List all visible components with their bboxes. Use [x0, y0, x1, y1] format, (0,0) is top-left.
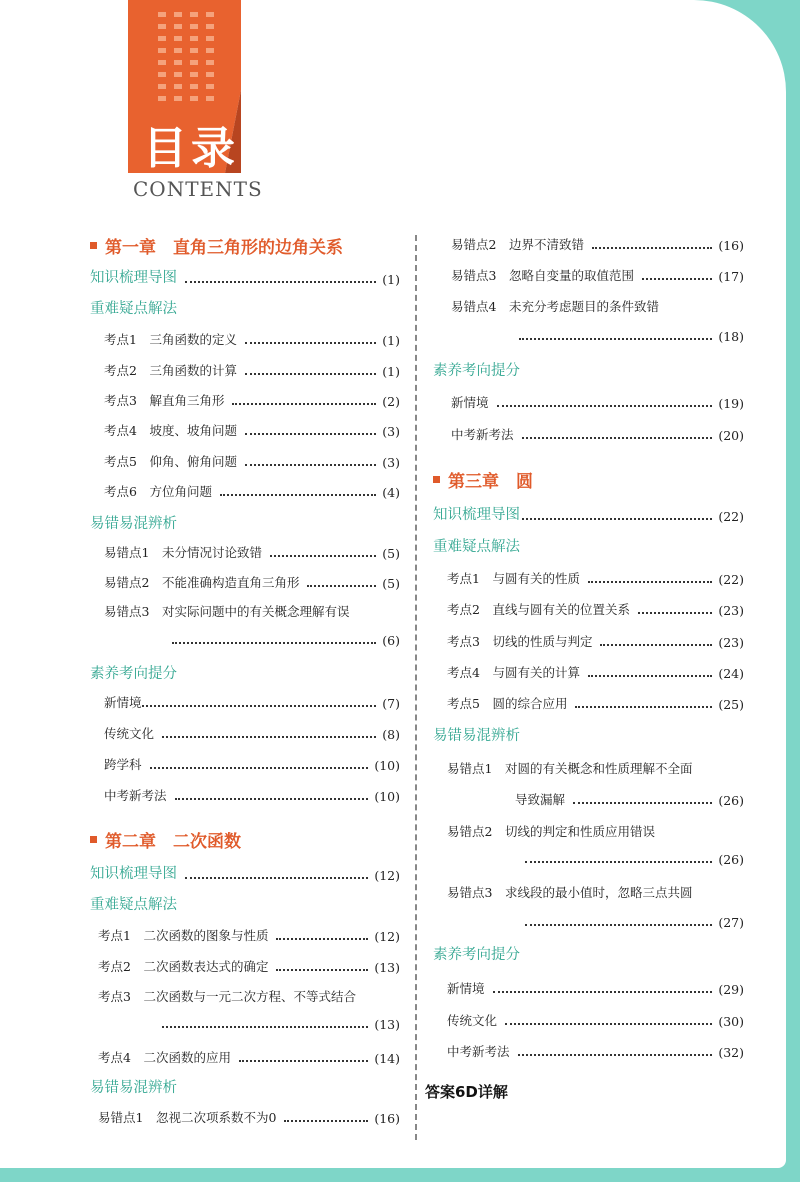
toc-entry[interactable]: 考点2 直线与圆有关的位置关系 (23)	[447, 602, 744, 618]
toc-entry[interactable]: 新情境 (7)	[104, 695, 400, 711]
toc-entry[interactable]: 知识梳理导图 (12)	[90, 866, 400, 883]
toc-entry[interactable]: 中考新考法 (32)	[447, 1044, 744, 1060]
toc-entry[interactable]: 易错点2 不能准确构造直角三角形 (5)	[104, 575, 400, 591]
toc-entry-line[interactable]: 考点3 二次函数与一元二次方程、不等式结合	[98, 989, 356, 1004]
toc-entry[interactable]: 中考新考法 (10)	[104, 788, 400, 804]
toc-entry[interactable]: 考点4 与圆有关的计算 (24)	[447, 665, 744, 681]
column-divider	[415, 235, 417, 1140]
toc-entry[interactable]: 易错点2 边界不清致错 (16)	[451, 237, 744, 253]
page-subtitle: CONTENTS	[133, 177, 263, 201]
toc-entry[interactable]: 考点1 二次函数的图象与性质 (12)	[98, 928, 400, 944]
toc-entry[interactable]: 考点1 与圆有关的性质 (22)	[447, 571, 744, 587]
toc-entry[interactable]: 考点4 二次函数的应用 (14)	[98, 1050, 400, 1066]
section-heading: 重难疑点解法	[90, 301, 177, 317]
toc-entry[interactable]: 考点2 三角函数的计算 (1)	[104, 363, 400, 379]
toc-entry[interactable]: 新情境 (29)	[447, 981, 744, 997]
toc-entry[interactable]: (27)	[525, 915, 744, 930]
toc-entry[interactable]: 考点6 方位角问题 (4)	[104, 484, 400, 500]
toc-entry-line[interactable]: 易错点2 切线的判定和性质应用错误	[447, 824, 655, 839]
toc-entry[interactable]: (26)	[525, 852, 744, 867]
toc-entry-line[interactable]: 易错点4 未充分考虑题目的条件致错	[451, 299, 659, 314]
section-heading: 重难疑点解法	[90, 897, 177, 913]
section-heading: 易错易混辨析	[90, 1080, 177, 1096]
toc-entry[interactable]: 考点2 二次函数表达式的确定 (13)	[98, 959, 400, 975]
toc-entry[interactable]: 考点3 解直角三角形 (2)	[104, 393, 400, 409]
toc-entry-line[interactable]: 易错点3 对实际问题中的有关概念理解有误	[104, 604, 350, 619]
toc-entry[interactable]: 易错点3 忽略自变量的取值范围 (17)	[451, 268, 744, 284]
toc-entry[interactable]: 知识梳理导图 (1)	[90, 270, 400, 287]
section-heading: 易错易混辨析	[433, 728, 520, 744]
chapter-1-heading: 第一章 直角三角形的边角关系	[90, 233, 343, 258]
toc-entry[interactable]: 跨学科 (10)	[104, 757, 400, 773]
toc-entry[interactable]: 导致漏解 (26)	[515, 792, 744, 808]
toc-entry[interactable]: 易错点1 未分情况讨论致错 (5)	[104, 545, 400, 561]
toc-entry-line[interactable]: 易错点1 对圆的有关概念和性质理解不全面	[447, 761, 693, 776]
toc-entry[interactable]: 易错点1 忽视二次项系数不为0 (16)	[98, 1110, 400, 1126]
toc-entry[interactable]: (18)	[519, 329, 744, 344]
page-title: 目录	[143, 123, 239, 174]
section-heading: 素养考向提分	[90, 666, 177, 682]
chapter-2-heading: 第二章 二次函数	[90, 827, 241, 852]
toc-entry-line[interactable]: 易错点3 求线段的最小值时，忽略三点共圆	[447, 885, 693, 900]
section-heading: 易错易混辨析	[90, 516, 177, 532]
toc-entry[interactable]: 考点3 切线的性质与判定 (23)	[447, 634, 744, 650]
toc-entry[interactable]: 考点5 仰角、俯角问题 (3)	[104, 454, 400, 470]
toc-entry[interactable]: 考点5 圆的综合应用 (25)	[447, 696, 744, 712]
toc-entry[interactable]: (6)	[172, 633, 400, 648]
toc-entry[interactable]: 中考新考法 (20)	[451, 427, 744, 443]
toc-entry[interactable]: 传统文化 (8)	[104, 726, 400, 742]
toc-entry[interactable]: 知识梳理导图 (22)	[433, 507, 744, 524]
section-heading: 重难疑点解法	[433, 539, 520, 555]
answer-link[interactable]: 答案6D详解	[425, 1083, 508, 1101]
toc-entry[interactable]: 考点4 坡度、坡角问题 (3)	[104, 423, 400, 439]
section-heading: 素养考向提分	[433, 947, 520, 963]
toc-entry[interactable]: (13)	[162, 1017, 400, 1032]
toc-entry[interactable]: 新情境 (19)	[451, 395, 744, 411]
chapter-3-heading: 第三章 圆	[433, 467, 533, 492]
toc-entry[interactable]: 传统文化 (30)	[447, 1013, 744, 1029]
toc-entry[interactable]: 考点1 三角函数的定义 (1)	[104, 332, 400, 348]
section-heading: 素养考向提分	[433, 363, 520, 379]
